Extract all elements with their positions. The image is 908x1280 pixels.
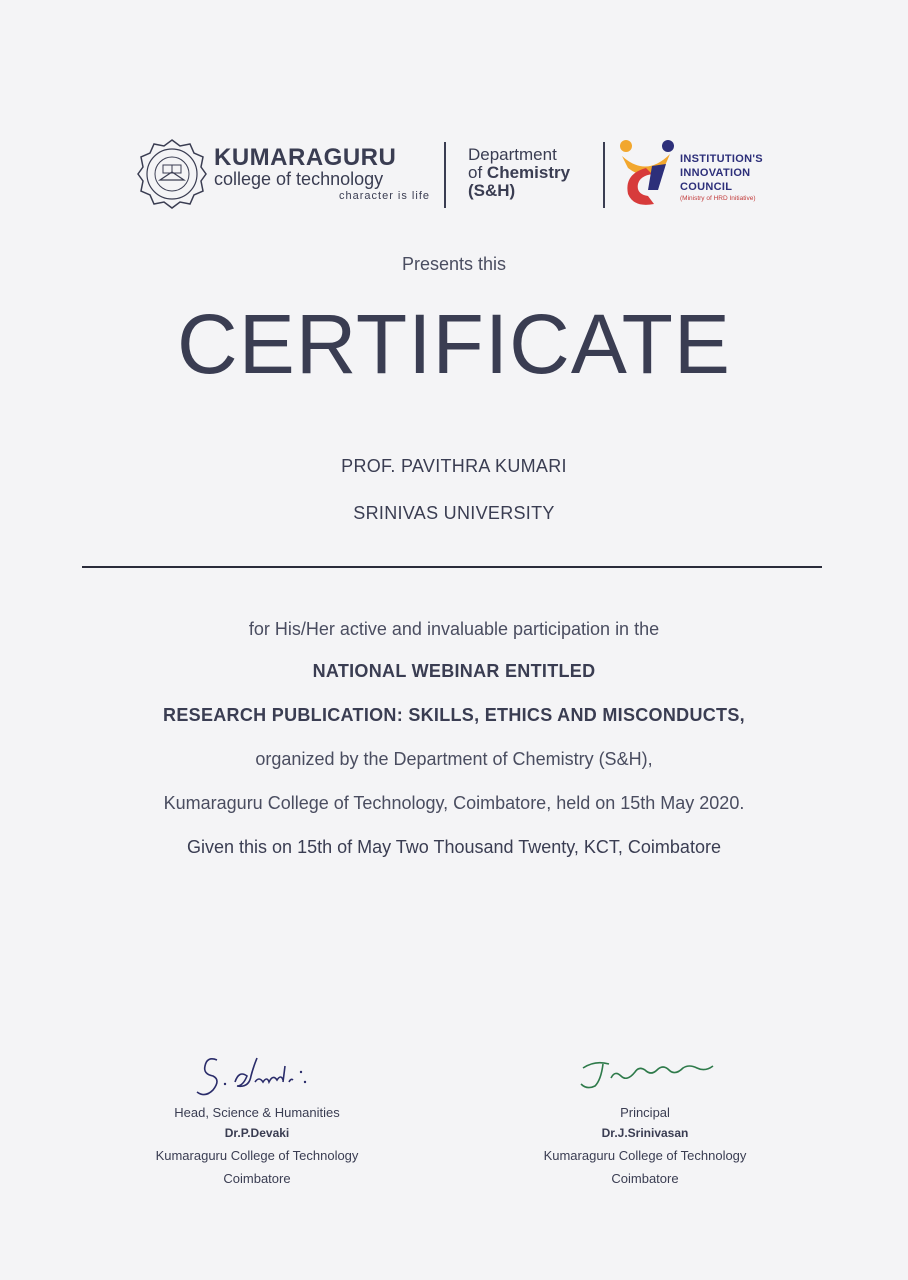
signature-block-hod	[107, 1046, 407, 1190]
iic-logo	[618, 138, 674, 210]
body-line-topic: RESEARCH PUBLICATION: SKILLS, ETHICS AND MISCONDUCTS,	[163, 705, 745, 725]
dept-line1: Department	[468, 145, 557, 164]
iic-line3: COUNCIL	[680, 181, 733, 193]
dept-name: Chemistry	[486, 163, 571, 182]
college-wordmark	[214, 146, 430, 202]
name-divider	[82, 566, 822, 568]
department-logo	[468, 146, 570, 200]
recipient-name: PROF. PAVITHRA KUMARI	[341, 456, 567, 476]
college-name: KUMARAGURU	[214, 144, 397, 171]
body-line-event: NATIONAL WEBINAR ENTITLED	[312, 661, 596, 681]
dept-prefix: of	[468, 163, 483, 182]
header-divider	[603, 142, 605, 208]
signature-principal	[565, 1046, 725, 1102]
iic-line2: INNOVATION	[680, 167, 751, 179]
dept-line2	[468, 164, 570, 182]
iic-line1: INSTITUTION'S	[680, 153, 763, 165]
college-tagline: character is life	[339, 190, 430, 202]
signatory-city: Coimbatore	[223, 1171, 291, 1186]
body-line-venue-date: Kumaraguru College of Technology, Coimbatore, held on 15th May 2020.	[163, 793, 745, 813]
college-subtitle: college of technology	[214, 169, 384, 189]
dept-line3: (S&H)	[468, 181, 516, 200]
signatory-city: Coimbatore	[611, 1171, 679, 1186]
signatory-role: Principal	[620, 1105, 670, 1120]
body-line-participation: for His/Her active and invaluable participation in the	[248, 619, 660, 639]
recipient-affiliation: SRINIVAS UNIVERSITY	[353, 503, 555, 523]
iic-subtitle: (Ministry of HRD Initiative)	[680, 195, 756, 202]
signatory-role: Head, Science & Humanities	[174, 1105, 340, 1120]
signature-hod	[177, 1046, 337, 1102]
signatory-org: Kumaraguru College of Technology	[155, 1148, 359, 1163]
presents-text: Presents this	[401, 254, 507, 274]
header-divider	[444, 142, 446, 208]
college-seal-logo	[136, 138, 208, 210]
signatory-name: Dr.J.Srinivasan	[601, 1126, 689, 1140]
signatory-org: Kumaraguru College of Technology	[543, 1148, 747, 1163]
body-line-organizer: organized by the Department of Chemistry (S&H),	[255, 749, 653, 769]
signatory-name: Dr.P.Devaki	[224, 1126, 290, 1140]
header	[0, 134, 908, 214]
iic-wordmark	[680, 152, 763, 204]
certificate-title: CERTIFICATE	[177, 297, 731, 391]
signature-block-principal	[495, 1046, 795, 1190]
body-line-given: Given this on 15th of May Two Thousand Twenty, KCT, Coimbatore	[187, 837, 721, 857]
